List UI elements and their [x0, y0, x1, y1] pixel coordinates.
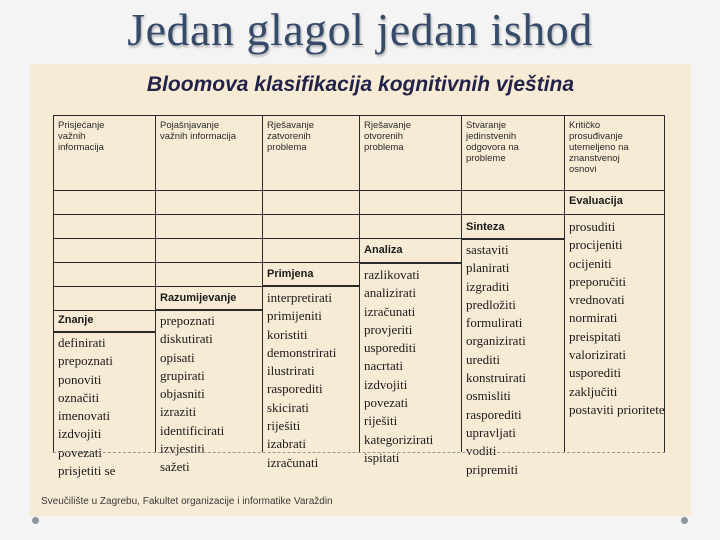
- verb-item: izračunati: [364, 303, 416, 319]
- table-border: [359, 115, 360, 452]
- verb-item: upravljati: [466, 424, 516, 440]
- verb-item: procijeniti: [569, 237, 623, 253]
- verb-item: sažeti: [160, 459, 190, 475]
- verb-item: izvjestiti: [160, 441, 205, 457]
- verb-item: ocijeniti: [569, 255, 612, 271]
- verb-item: organizirati: [466, 333, 526, 349]
- verb-item: formulirati: [466, 315, 523, 331]
- verb-item: zaključiti: [569, 383, 618, 399]
- verb-item: preporučiti: [569, 273, 627, 289]
- verb-list-znanje: [58, 334, 115, 480]
- description-cell: Pojašnjavanje važnih informacija: [160, 120, 237, 142]
- verb-item: skicirati: [267, 399, 309, 415]
- table-border: [53, 214, 665, 215]
- description-cell: Rješavanje otvorenih problema: [364, 120, 411, 153]
- verb-item: pripremiti: [466, 461, 518, 477]
- verb-item: prosuditi: [569, 219, 616, 234]
- table-border: [53, 331, 155, 333]
- verb-item: prepoznati: [160, 313, 215, 328]
- table-border: [564, 115, 565, 452]
- verb-item: normirati: [569, 310, 618, 326]
- verb-item: ilustrirati: [267, 363, 315, 379]
- verb-item: ponoviti: [58, 371, 102, 387]
- verb-item: imenovati: [58, 408, 110, 424]
- description-cell: Rješavanje zatvorenih problema: [267, 120, 314, 153]
- verb-item: označiti: [58, 389, 100, 405]
- verb-item: izdvojiti: [364, 376, 408, 392]
- level-heading-primjena: Primjena: [267, 268, 314, 280]
- verb-item: koristiti: [267, 326, 308, 342]
- description-cell: Kritičko prosuđivanje utemeljeno na znanstvenoj osnovi: [569, 120, 629, 175]
- verb-item: objasniti: [160, 386, 205, 402]
- verb-list-sinteza: [466, 241, 526, 479]
- verb-item: nacrtati: [364, 358, 403, 374]
- slide-corner-dot: [681, 517, 688, 524]
- table-border: [53, 190, 665, 191]
- verb-item: urediti: [466, 351, 500, 367]
- document-heading: Bloomova klasifikacija kognitivnih vještina: [146, 73, 575, 96]
- verb-item: rasporediti: [267, 381, 323, 397]
- table-border: [53, 286, 262, 287]
- verb-item: demonstrirati: [267, 344, 337, 360]
- verb-item: povezati: [58, 444, 103, 460]
- verb-item: razlikovati: [364, 267, 420, 282]
- verb-list-evaluacija: [569, 218, 665, 419]
- verb-list-analiza: [364, 266, 433, 467]
- verb-item: prepoznati: [58, 353, 113, 369]
- verb-item: ispitati: [364, 449, 400, 465]
- verb-item: izraziti: [160, 404, 197, 420]
- verb-item: povezati: [364, 395, 409, 411]
- table-border: [53, 262, 359, 263]
- verb-item: sastaviti: [466, 242, 509, 257]
- table-border: [155, 115, 156, 452]
- verb-item: identificirati: [160, 422, 225, 438]
- verb-item: osmisliti: [466, 388, 511, 404]
- table-border: [53, 238, 461, 239]
- verb-item: rasporediti: [466, 406, 522, 422]
- level-heading-sinteza: Sinteza: [466, 221, 505, 233]
- table-cut-edge: [53, 452, 665, 453]
- verb-item: voditi: [466, 443, 497, 459]
- verb-item: diskutirati: [160, 331, 213, 347]
- verb-item: predložiti: [466, 296, 516, 312]
- verb-item: analizirati: [364, 285, 416, 301]
- verb-item: kategorizirati: [364, 431, 434, 447]
- verb-item: definirati: [58, 335, 106, 350]
- verb-item: provjeriti: [364, 321, 413, 337]
- table-border: [461, 238, 564, 240]
- verb-item: izdvojiti: [58, 426, 102, 442]
- slide-title: Jedan glagol jedan ishod: [127, 4, 593, 55]
- document-footer: Sveučilište u Zagrebu, Fakultet organizacije i informatike Varaždin: [41, 496, 333, 507]
- verb-item: vrednovati: [569, 292, 625, 308]
- table-border: [359, 262, 461, 264]
- verb-item: interpretirati: [267, 290, 332, 305]
- verb-item: riješiti: [364, 413, 398, 429]
- verb-item: primijeniti: [267, 308, 322, 324]
- level-heading-analiza: Analiza: [364, 244, 403, 256]
- table-border: [262, 115, 263, 452]
- level-heading-razumijevanje: Razumijevanje: [160, 292, 237, 304]
- table-border: [262, 285, 359, 287]
- verb-item: prisjetiti se: [58, 463, 116, 479]
- table-border: [53, 115, 665, 116]
- verb-item: opisati: [160, 349, 195, 365]
- level-heading-evaluacija: Evaluacija: [569, 195, 623, 207]
- level-heading-znanje: Znanje: [58, 314, 94, 326]
- verb-item: usporediti: [364, 340, 416, 356]
- verb-item: preispitati: [569, 328, 621, 344]
- table-border: [53, 310, 155, 311]
- table-border: [155, 309, 262, 311]
- bloom-table: [53, 115, 665, 479]
- verb-item: valorizirati: [569, 347, 627, 363]
- verb-item: konstruirati: [466, 370, 526, 386]
- description-cell: Prisjećanje važnih informacija: [58, 120, 105, 153]
- table-border: [461, 115, 462, 452]
- verb-item: postaviti prioritete: [569, 401, 665, 417]
- verb-item: grupirati: [160, 367, 205, 383]
- verb-item: izabrati: [267, 436, 306, 452]
- slide-corner-dot: [32, 517, 39, 524]
- verb-list-primjena: [267, 289, 336, 472]
- table-border: [53, 115, 54, 452]
- description-cell: Stvaranje jedinstvenih odgovora na probleme: [466, 120, 519, 164]
- verb-item: usporediti: [569, 365, 621, 381]
- verb-item: planirati: [466, 260, 510, 276]
- verb-item: izgraditi: [466, 278, 510, 294]
- verb-item: izračunati: [267, 454, 319, 470]
- verb-item: riješiti: [267, 418, 301, 434]
